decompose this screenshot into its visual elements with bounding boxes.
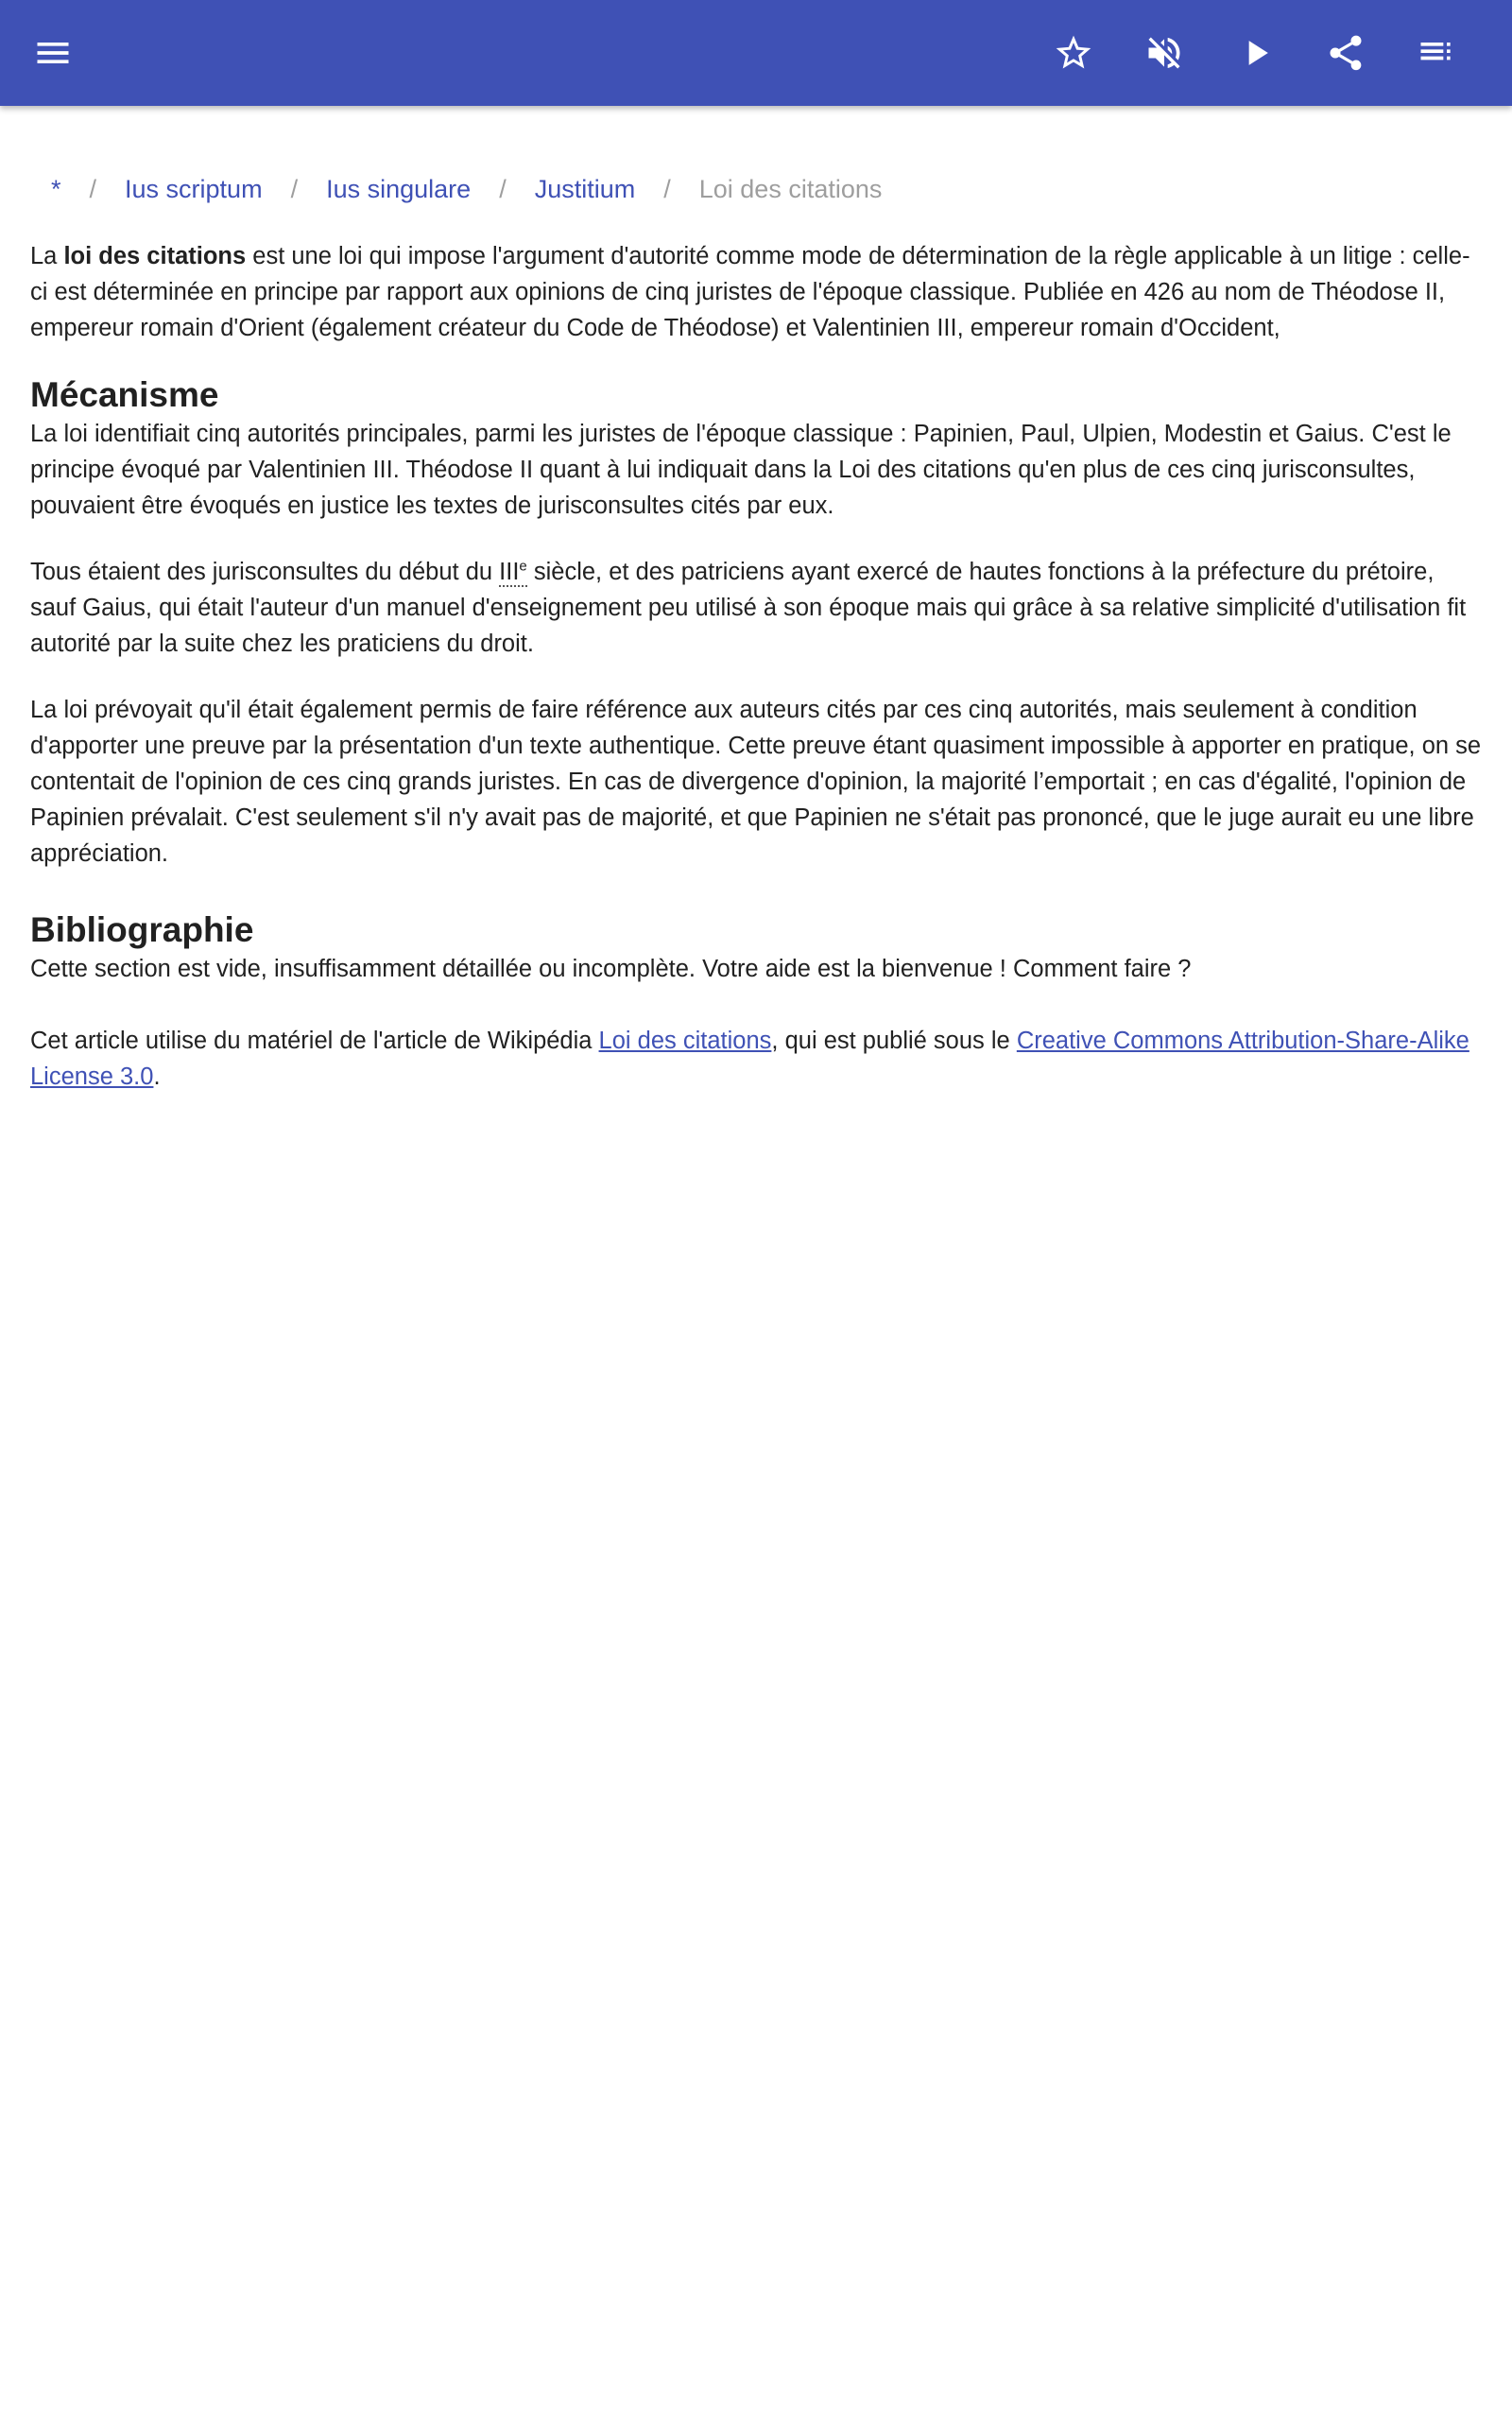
attribution-paragraph — [30, 1023, 1482, 1095]
bibliographie-notice: Cette section est vide, insuffisamment détaillée ou incomplète. Votre aide est la bienvenue ! Comment faire ? — [30, 956, 1192, 982]
wikipedia-article-link[interactable]: Loi des citations — [598, 1028, 772, 1054]
breadcrumb-separator: / — [89, 174, 97, 203]
app-toolbar — [0, 0, 1512, 106]
breadcrumb-separator: / — [290, 174, 299, 203]
century-abbreviation — [499, 559, 527, 587]
mecanisme-paragraph-3: La loi prévoyait qu'il était également permis de faire référence aux auteurs cités par ces cinq autorités, mais seulement à condition d'apporter une preuve par la présentation d'un texte authentique. Cette preuve étant quasiment impossible à apporter en pratique, on se contentait de l'opinion de ces cinq grands juristes. En cas de divergence d'opinion, la majorité l’emportait ; en cas d'égalité, l'opinion de Papinien prévalait. C'est seulement s'il n'y avait pas de majorité, et que Papinien ne s'était pas prononcé, que le juge aurait eu une libre appréciation. — [30, 697, 1482, 867]
intro-paragraph — [30, 238, 1482, 346]
menu-button[interactable] — [23, 23, 83, 83]
play-icon — [1235, 32, 1277, 74]
license-link[interactable]: Creative Commons Attribution-Share-Alike License 3.0 — [30, 1028, 1469, 1090]
roman-numeral: III — [499, 559, 520, 585]
mecanisme-paragraph-2 — [30, 554, 1482, 662]
volume-off-icon — [1143, 32, 1185, 74]
share-icon — [1325, 32, 1366, 74]
playlist-icon — [1416, 32, 1457, 74]
section-heading-bibliographie: Bibliographie — [30, 910, 254, 949]
attribution-text: , qui est publié sous le — [771, 1028, 1017, 1054]
breadcrumb-separator: / — [499, 174, 507, 203]
intro-text: est une loi qui impose l'argument d'autorité comme mode de détermination de la règle applicable à un litige : celle-ci est déterminée en principe par rapport aux opinions de cinq juristes de l'époque classique. Publiée en 426 au nom de Théodose II, empereur romain d'Orient (également créateur du Code de Théodose) et Valentinien III, empereur romain d'Occident, — [30, 243, 1470, 341]
paragraph-text: siècle, et des patriciens ayant exercé de hautes fonctions à la préfecture du prétoire, sauf Gaius, qui était l'auteur d'un manuel d'enseignement peu utilisé à son époque mais qui grâce à sa relative simplicité d'utilisation fit autorité par la suite chez les praticiens du droit. — [30, 559, 1467, 657]
mute-button[interactable] — [1134, 23, 1194, 83]
breadcrumb-item-ius-scriptum[interactable]: Ius scriptum — [125, 174, 263, 203]
mecanisme-paragraph-1: La loi identifiait cinq autorités principales, parmi les juristes de l'époque classique : Papinien, Paul, Ulpien, Modestin et Gaius. C'est le principe évoqué par Valentinien III. Théodose II quant à lui indiquait dans la Loi des citations qu'en plus de ces cinq jurisconsultes, pouvaient être évoqués en justice les textes de jurisconsultes cités par eux. — [30, 421, 1452, 519]
breadcrumb-current: Loi des citations — [698, 174, 883, 203]
intro-text: La — [30, 243, 64, 269]
paragraph-text: Tous étaient des jurisconsultes du début du — [30, 559, 500, 585]
attribution-text: Cet article utilise du matériel de l'article de Wikipédia — [30, 1028, 599, 1054]
attribution-text: . — [153, 1063, 161, 1090]
share-button[interactable] — [1315, 23, 1376, 83]
ordinal-suffix: e — [519, 558, 527, 575]
menu-icon — [32, 32, 74, 74]
play-button[interactable] — [1226, 23, 1286, 83]
article-content — [30, 106, 1482, 1095]
star-outline-icon — [1053, 32, 1094, 74]
section-heading-mecanisme: Mécanisme — [30, 375, 219, 414]
breadcrumb-item-root[interactable]: * — [51, 174, 61, 203]
breadcrumb — [30, 168, 1482, 210]
breadcrumb-item-justitium[interactable]: Justitium — [534, 174, 636, 203]
breadcrumb-item-ius-singulare[interactable]: Ius singulare — [326, 174, 472, 203]
intro-bold-term: loi des citations — [63, 243, 247, 269]
breadcrumb-separator: / — [663, 174, 671, 203]
favorite-button[interactable] — [1043, 23, 1104, 83]
toc-button[interactable] — [1406, 23, 1467, 83]
